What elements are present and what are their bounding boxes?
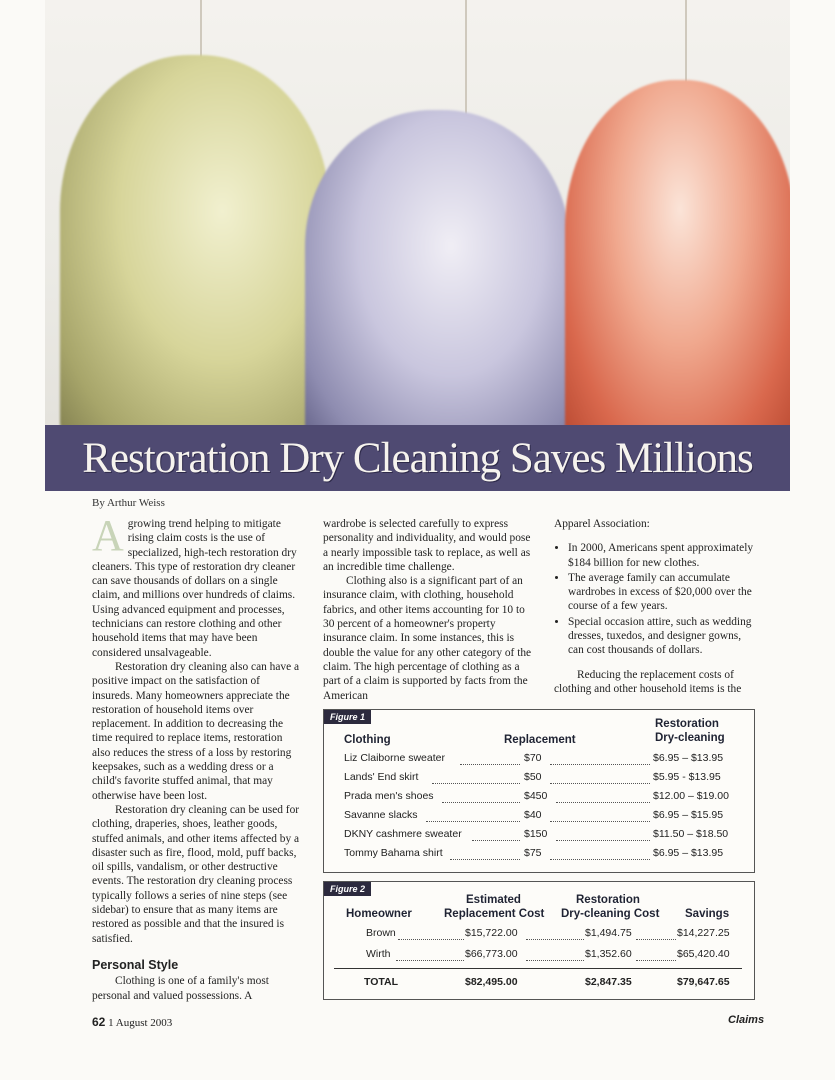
publication-name: Claims xyxy=(728,1014,765,1026)
total-restoration: $2,847.35 xyxy=(585,976,632,988)
column-header-clothing: Clothing xyxy=(344,734,391,746)
figure-label: Figure 1 xyxy=(324,710,371,724)
list-item: • Special occasion attire, such as wedding dresses, tuxedos, and designer gowns, can cost thousands of dollars. xyxy=(568,615,754,658)
savings-value: $14,227.25 xyxy=(677,927,730,939)
paragraph: Restoration dry cleaning also can have a positive impact on the satisfaction of insureds. Many homeowners appreciate the restoration of household items over replacement. In addition to decreasing the time required to replace items, restoration also reduces the stress of a loss by restoring keepsakes, such as a wedding dress or a child's favorite stuffed animal, that may otherwise have been lost. xyxy=(92,660,300,802)
homeowner-name: Brown xyxy=(366,927,396,939)
replacement-value: $75 xyxy=(524,847,542,859)
restoration-value: $12.00 – $19.00 xyxy=(653,790,729,802)
column-header-replacement-cost: Replacement Cost xyxy=(444,908,545,920)
restoration-value: $6.95 – $13.95 xyxy=(653,847,724,859)
byline: By Arthur Weiss xyxy=(92,497,165,509)
restoration-value: $6.95 – $15.95 xyxy=(653,809,724,821)
red-shirt xyxy=(565,80,790,425)
paragraph: Clothing also is a significant part of an insurance claim, with clothing, household fabrics, and other items accounting for 10 to 30 percent of a homeowner's property insurance claim. In some instances, this is double the value for any other category of the claim. The high percentage of clothing as a part of a claim is supported by facts from the American xyxy=(323,575,532,702)
hero-photo xyxy=(45,0,790,425)
paragraph: Clothing is one of a family's most personal and valued possessions. A xyxy=(92,975,269,1002)
page-number: 62 xyxy=(92,1015,106,1029)
total-replacement: $82,495.00 xyxy=(465,976,518,988)
replacement-value: $450 xyxy=(524,790,548,802)
table-row xyxy=(324,847,754,865)
article-column-1 xyxy=(92,511,302,1003)
total-label: TOTAL xyxy=(364,976,399,988)
restoration-cost: $1,494.75 xyxy=(585,927,632,939)
hanger-wire xyxy=(685,0,687,90)
column-header-estimated: Estimated xyxy=(466,894,521,906)
item-name: Lands' End skirt xyxy=(344,771,419,783)
column-header-restoration: Restoration xyxy=(655,718,719,730)
item-name: DKNY cashmere sweater xyxy=(344,828,462,840)
item-name: Prada men's shoes xyxy=(344,790,434,802)
figure-1-table xyxy=(323,709,755,873)
yellow-shirt xyxy=(60,55,330,425)
column-header-restoration: Restoration xyxy=(576,894,640,906)
figure-2-table xyxy=(323,881,755,1000)
replacement-value: $50 xyxy=(524,771,542,783)
column-header-replacement: Replacement xyxy=(504,734,576,746)
replacement-cost: $15,722.00 xyxy=(465,927,518,939)
table-row xyxy=(324,752,754,770)
total-row xyxy=(324,976,754,994)
article-column-2 xyxy=(323,517,535,703)
paragraph: Reducing the replacement costs of clothing and other household items is the xyxy=(554,668,742,695)
column-header-homeowner: Homeowner xyxy=(346,908,412,920)
bullet-list xyxy=(554,541,754,657)
column-header-dry-cleaning-cost: Dry-cleaning Cost xyxy=(561,908,660,920)
restoration-value: $6.95 – $13.95 xyxy=(653,752,724,764)
title-banner xyxy=(45,425,790,491)
table-row xyxy=(324,790,754,808)
table-row xyxy=(324,809,754,827)
savings-value: $65,420.40 xyxy=(677,948,730,960)
hanger-wire xyxy=(465,0,467,120)
drop-cap: A xyxy=(92,511,124,560)
list-item: • The average family can accumulate wardrobes in excess of $20,000 over the course of a few years. xyxy=(568,571,754,614)
total-savings: $79,647.65 xyxy=(677,976,730,988)
replacement-value: $40 xyxy=(524,809,542,821)
section-heading: Personal Style xyxy=(92,957,179,972)
column-header-savings: Savings xyxy=(685,908,730,920)
item-name: Tommy Bahama shirt xyxy=(344,847,443,859)
replacement-value: $150 xyxy=(524,828,548,840)
item-name: Savanne slacks xyxy=(344,809,418,821)
replacement-cost: $66,773.00 xyxy=(465,948,518,960)
table-row xyxy=(324,948,754,966)
item-name: Liz Claiborne sweater xyxy=(344,752,445,764)
issue-date: 1 August 2003 xyxy=(108,1017,173,1029)
article-column-3 xyxy=(554,517,754,696)
list-item: • In 2000, Americans spent approximately $184 billion for new clothes. xyxy=(568,541,754,570)
homeowner-name: Wirth xyxy=(366,948,391,960)
replacement-value: $70 xyxy=(524,752,542,764)
paragraph: Restoration dry cleaning can be used for clothing, draperies, shoes, leather goods, stuffed animals, and other items affected by a disaster such as fire, flood, mold, puff backs, oil spills, vandalism, or other destructive events. The restoration dry cleaning process typically follows a series of nine steps (see sidebar) to ensure that as many items are restored as possible and that the insured is satisfied. xyxy=(92,803,300,945)
column-header-dry-cleaning: Dry-cleaning xyxy=(655,732,725,744)
table-row xyxy=(324,927,754,945)
page-footer xyxy=(92,1015,172,1029)
paragraph: wardrobe is selected carefully to express personality and individuality, and would pose a nearly impossible task to replace, as well as an incredible time challenge. xyxy=(323,518,531,573)
blue-shirt xyxy=(305,110,570,425)
figure-label: Figure 2 xyxy=(324,882,371,896)
table-row xyxy=(324,771,754,789)
total-divider xyxy=(334,968,742,969)
table-row xyxy=(324,828,754,846)
restoration-value: $11.50 – $18.50 xyxy=(653,828,729,840)
paragraph xyxy=(92,511,302,660)
paragraph: Apparel Association: xyxy=(554,518,650,530)
paragraph-text: growing trend helping to mitigate rising claim costs is the use of specialized, high-tech restoration dry cleaners. This type of restoration dry cleaner can save thousands of dollars on a single claim, and millions over hundreds of claims. Using advanced equipment and processes, technicians can restore clothing and other household items that may have been considered unsalvageable. xyxy=(92,518,297,659)
article-title: Restoration Dry Cleaning Saves Millions xyxy=(82,434,753,482)
restoration-cost: $1,352.60 xyxy=(585,948,632,960)
restoration-value: $5.95 - $13.95 xyxy=(653,771,721,783)
